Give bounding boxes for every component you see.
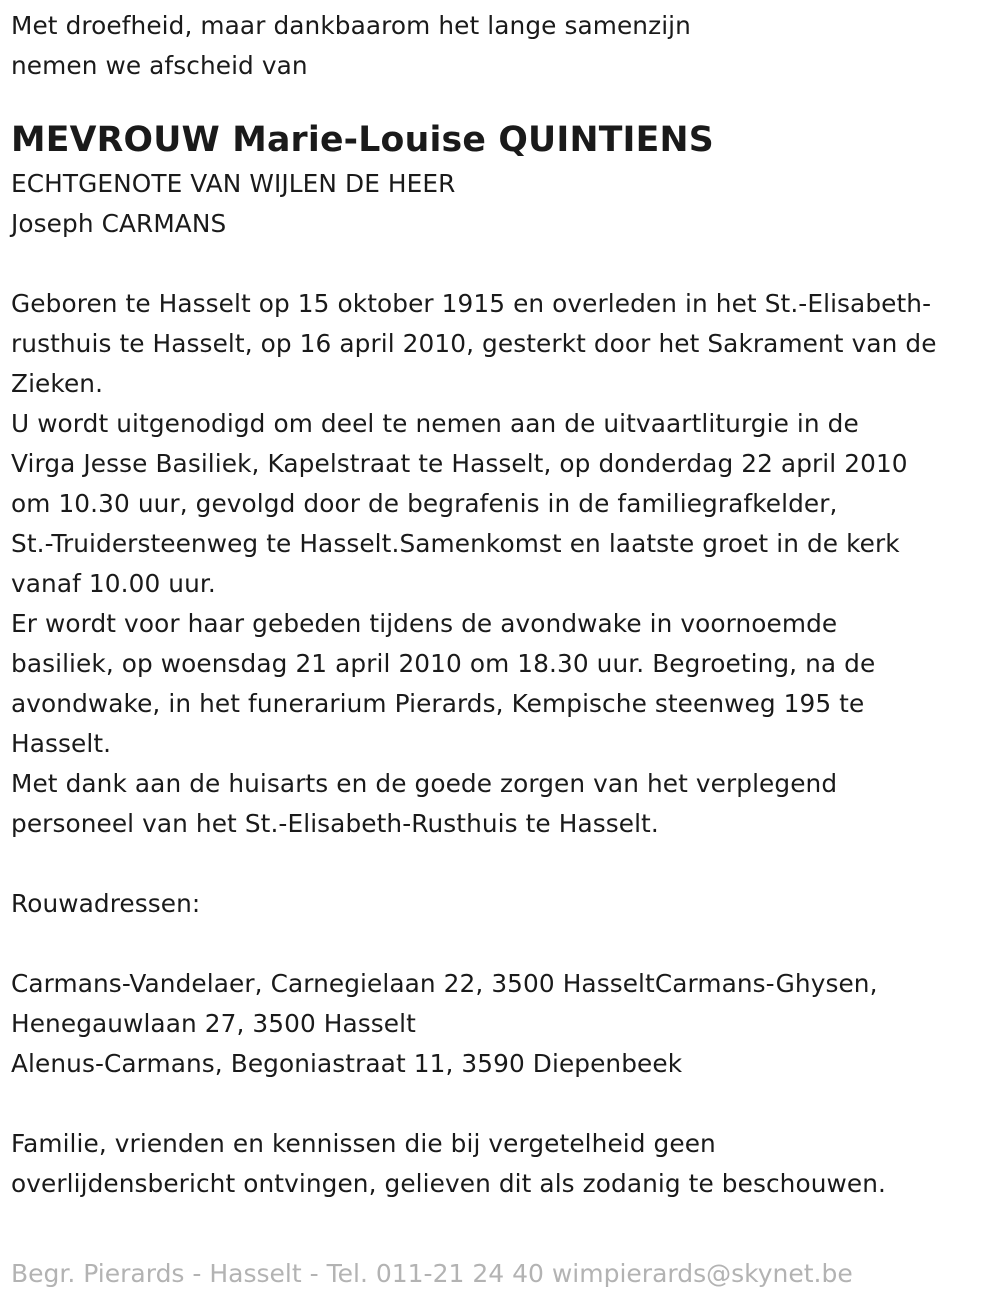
closing-line: Familie, vrienden en kennissen die bij vergetelheid geen [11,1129,716,1158]
closing-line: overlijdensbericht ontvingen, gelieven dit als zodanig te beschouwen. [11,1169,886,1198]
body-text [11,284,1000,844]
address-line: Alenus-Carmans, Begoniastraat 11, 3590 Diepenbeek [11,1049,683,1078]
body-line: vanaf 10.00 uur. [11,569,216,598]
body-line: Hasselt. [11,729,112,758]
body-line: basiliek, op woensdag 21 april 2010 om 18.30 uur. Begroeting, na de [11,649,876,678]
body-line: rusthuis te Hasselt, op 16 april 2010, gesterkt door het Sakrament van de [11,329,937,358]
addresses-heading: Rouwadressen: [11,889,201,918]
address-line: Carmans-Vandelaer, Carnegielaan 22, 3500 HasseltCarmans-Ghysen, [11,969,878,998]
body-line: Geboren te Hasselt op 15 oktober 1915 en overleden in het St.-Elisabeth- [11,289,932,318]
body-line: Virga Jesse Basiliek, Kapelstraat te Hasselt, op donderdag 22 april 2010 [11,449,908,478]
deceased-name: MEVROUW Marie-Louise QUINTIENS [11,120,714,160]
body-line: Er wordt voor haar gebeden tijdens de avondwake in voornoemde [11,609,838,638]
body-line: St.-Truidersteenweg te Hasselt.Samenkomst en laatste groet in de kerk [11,529,900,558]
body-line: U wordt uitgenodigd om deel te nemen aan de uitvaartliturgie in de [11,409,859,438]
address-line: Henegauwlaan 27, 3500 Hasselt [11,1009,416,1038]
intro-line: Met droefheid, maar dankbaarom het lange samenzijn [11,11,691,40]
body-line: Zieken. [11,369,104,398]
closing-text [11,1124,1000,1204]
body-line: personeel van het St.-Elisabeth-Rusthuis te Hasselt. [11,809,659,838]
spouse-title: ECHTGENOTE VAN WIJLEN DE HEER [11,169,456,198]
intro-block [11,6,1000,86]
intro-line: nemen we afscheid van [11,51,308,80]
body-line: Met dank aan de huisarts en de goede zorgen van het verplegend [11,769,838,798]
spouse-name: Joseph CARMANS [11,209,227,238]
addresses-list [11,964,1000,1084]
funeral-home-footer: Begr. Pierards - Hasselt - Tel. 011-21 24 40 wimpierards@skynet.be [11,1259,853,1288]
body-line: om 10.30 uur, gevolgd door de begrafenis in de familiegrafkelder, [11,489,838,518]
body-line: avondwake, in het funerarium Pierards, Kempische steenweg 195 te [11,689,865,718]
